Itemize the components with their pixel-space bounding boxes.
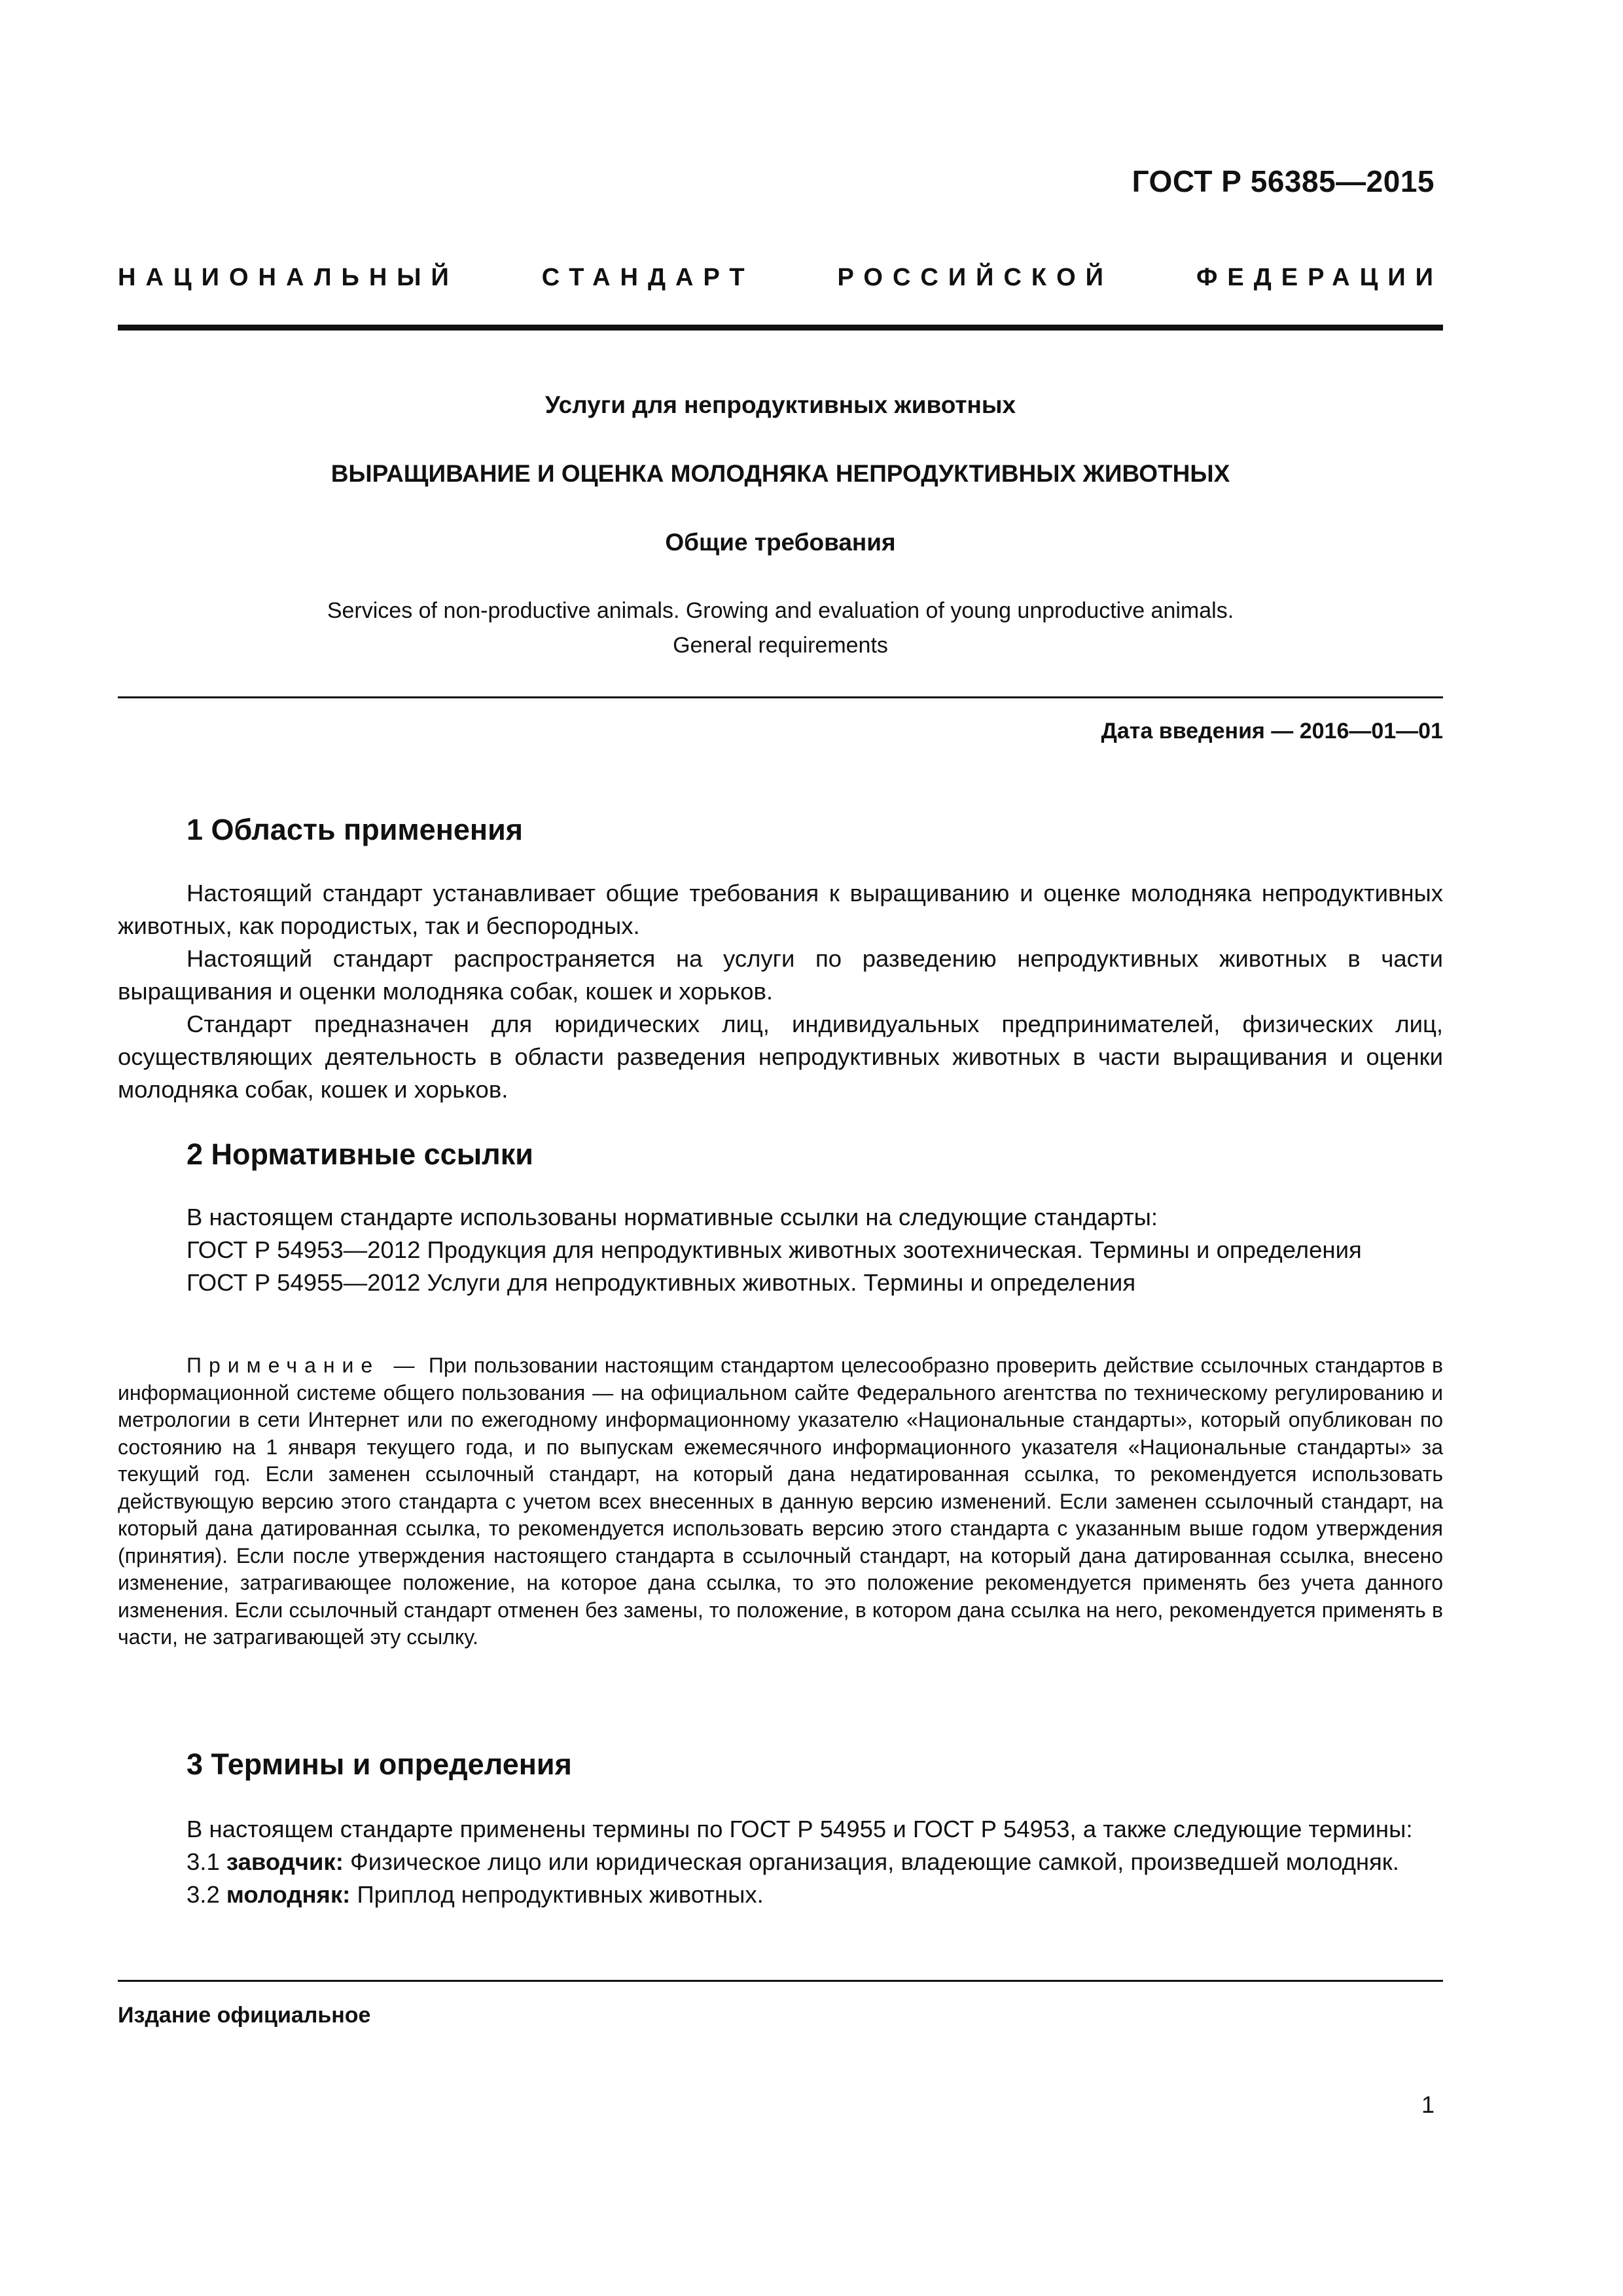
banner-word: СТАНДАРТ: [541, 264, 755, 291]
header-divider: [118, 325, 1443, 331]
note-label: Примечание —: [187, 1354, 422, 1377]
term-definition: Физическое лицо или юридическая организация, владеющие самкой, произведшей молодняк.: [350, 1848, 1399, 1875]
english-title-line: Services of non-productive animals. Growing and evaluation of young unproductive animals.: [327, 598, 1234, 623]
banner-word: НАЦИОНАЛЬНЫЙ: [118, 264, 459, 291]
page-number: 1: [1421, 2091, 1435, 2118]
note-text: При пользовании настоящим стандартом целесообразно проверить действие ссылочных стандартов в информационной системе общего пользования — на официальном сайте Федерального агентства по техническому регулированию и метрологии в сети Интернет или по ежегодному информационному указателю «Национальные стандарты», который опубликован по состоянию на 1 января текущего года, и по выпускам ежемесячного информационного указателя «Национальные стандарты» за текущий год. Если заменен ссылочный стандарт, на который дана недатированная ссылка, то рекомендуется использовать действующую версию этого стандарта с учетом всех внесенных в данную версию изменений. Если заменен ссылочный стандарт, на который дана датированная ссылка, то рекомендуется использовать версию этого стандарта с указанным выше годом утверждения (принятия). Если после утверждения настоящего стандарта в ссылочный стандарт, на который дана датированная ссылка, внесено изменение, затрагивающее положение, на которое дана ссылка, то это положение рекомендуется применять без учета данного изменения. Если ссылочный стандарт отменен без замены, то положение, в котором дана ссылка на него, рекомендуется применять в части, не затрагивающей эту ссылку.: [118, 1354, 1444, 1649]
paragraph: Настоящий стандарт устанавливает общие требования к выращиванию и оценке молодняка непродуктивных животных, как породистых, так и беспородных.: [118, 880, 1443, 939]
paragraph: Стандарт предназначен для юридических лиц, индивидуальных предпринимателей, физических лиц, осуществляющих деятельность в области разведения непродуктивных животных в части выращивания и оценки молодняка собак, кошек и хорьков.: [118, 1011, 1443, 1103]
term-name: заводчик:: [226, 1848, 344, 1875]
section-heading: 1 Область применения: [187, 813, 524, 846]
section-heading: 3 Термины и определения: [187, 1748, 572, 1781]
note: [118, 1352, 1443, 1651]
title-category: Услуги для непродуктивных животных: [544, 391, 1016, 418]
term-number: 3.1: [187, 1848, 220, 1875]
paragraph: Настоящий стандарт распространяется на услуги по разведению непродуктивных животных в части выращивания и оценки молодняка собак, кошек и хорьков.: [118, 945, 1443, 1005]
term-name: молодняк:: [226, 1881, 351, 1908]
reference-item: ГОСТ Р 54955—2012 Услуги для непродуктивных животных. Термины и определения: [187, 1269, 1136, 1296]
banner-word: РОССИЙСКОЙ: [837, 264, 1113, 291]
term-number: 3.2: [187, 1881, 220, 1908]
banner-word: ФЕДЕРАЦИИ: [1196, 264, 1443, 291]
paragraph: В настоящем стандарте использованы нормативные ссылки на следующие стандарты:: [187, 1204, 1158, 1230]
section-body: [118, 877, 1443, 1106]
national-standard-banner: [118, 264, 1443, 292]
english-title-line: General requirements: [673, 633, 888, 658]
document-title: ВЫРАЩИВАНИЕ И ОЦЕНКА МОЛОДНЯКА НЕПРОДУКТИВНЫХ ЖИВОТНЫХ: [330, 460, 1230, 487]
official-edition-label: Издание официальное: [118, 2003, 371, 2028]
title-divider: [118, 696, 1443, 698]
section-body: [118, 1813, 1443, 1911]
term-entry: [118, 1846, 1443, 1878]
term-entry: [118, 1878, 1443, 1911]
document-subtitle: Общие требования: [665, 529, 896, 556]
reference-item: ГОСТ Р 54953—2012 Продукция для непродуктивных животных зоотехническая. Термины и определения: [187, 1236, 1362, 1263]
footer-divider: [118, 1980, 1443, 1982]
term-definition: Приплод непродуктивных животных.: [357, 1881, 764, 1908]
introduction-date: Дата введения — 2016—01—01: [1101, 719, 1443, 744]
section-body: [118, 1201, 1443, 1299]
section-heading: 2 Нормативные ссылки: [187, 1138, 533, 1171]
document-number: ГОСТ Р 56385—2015: [1132, 164, 1435, 198]
english-title: [118, 594, 1443, 663]
paragraph: В настоящем стандарте применены термины по ГОСТ Р 54955 и ГОСТ Р 54953, а также следующие термины:: [187, 1816, 1413, 1842]
